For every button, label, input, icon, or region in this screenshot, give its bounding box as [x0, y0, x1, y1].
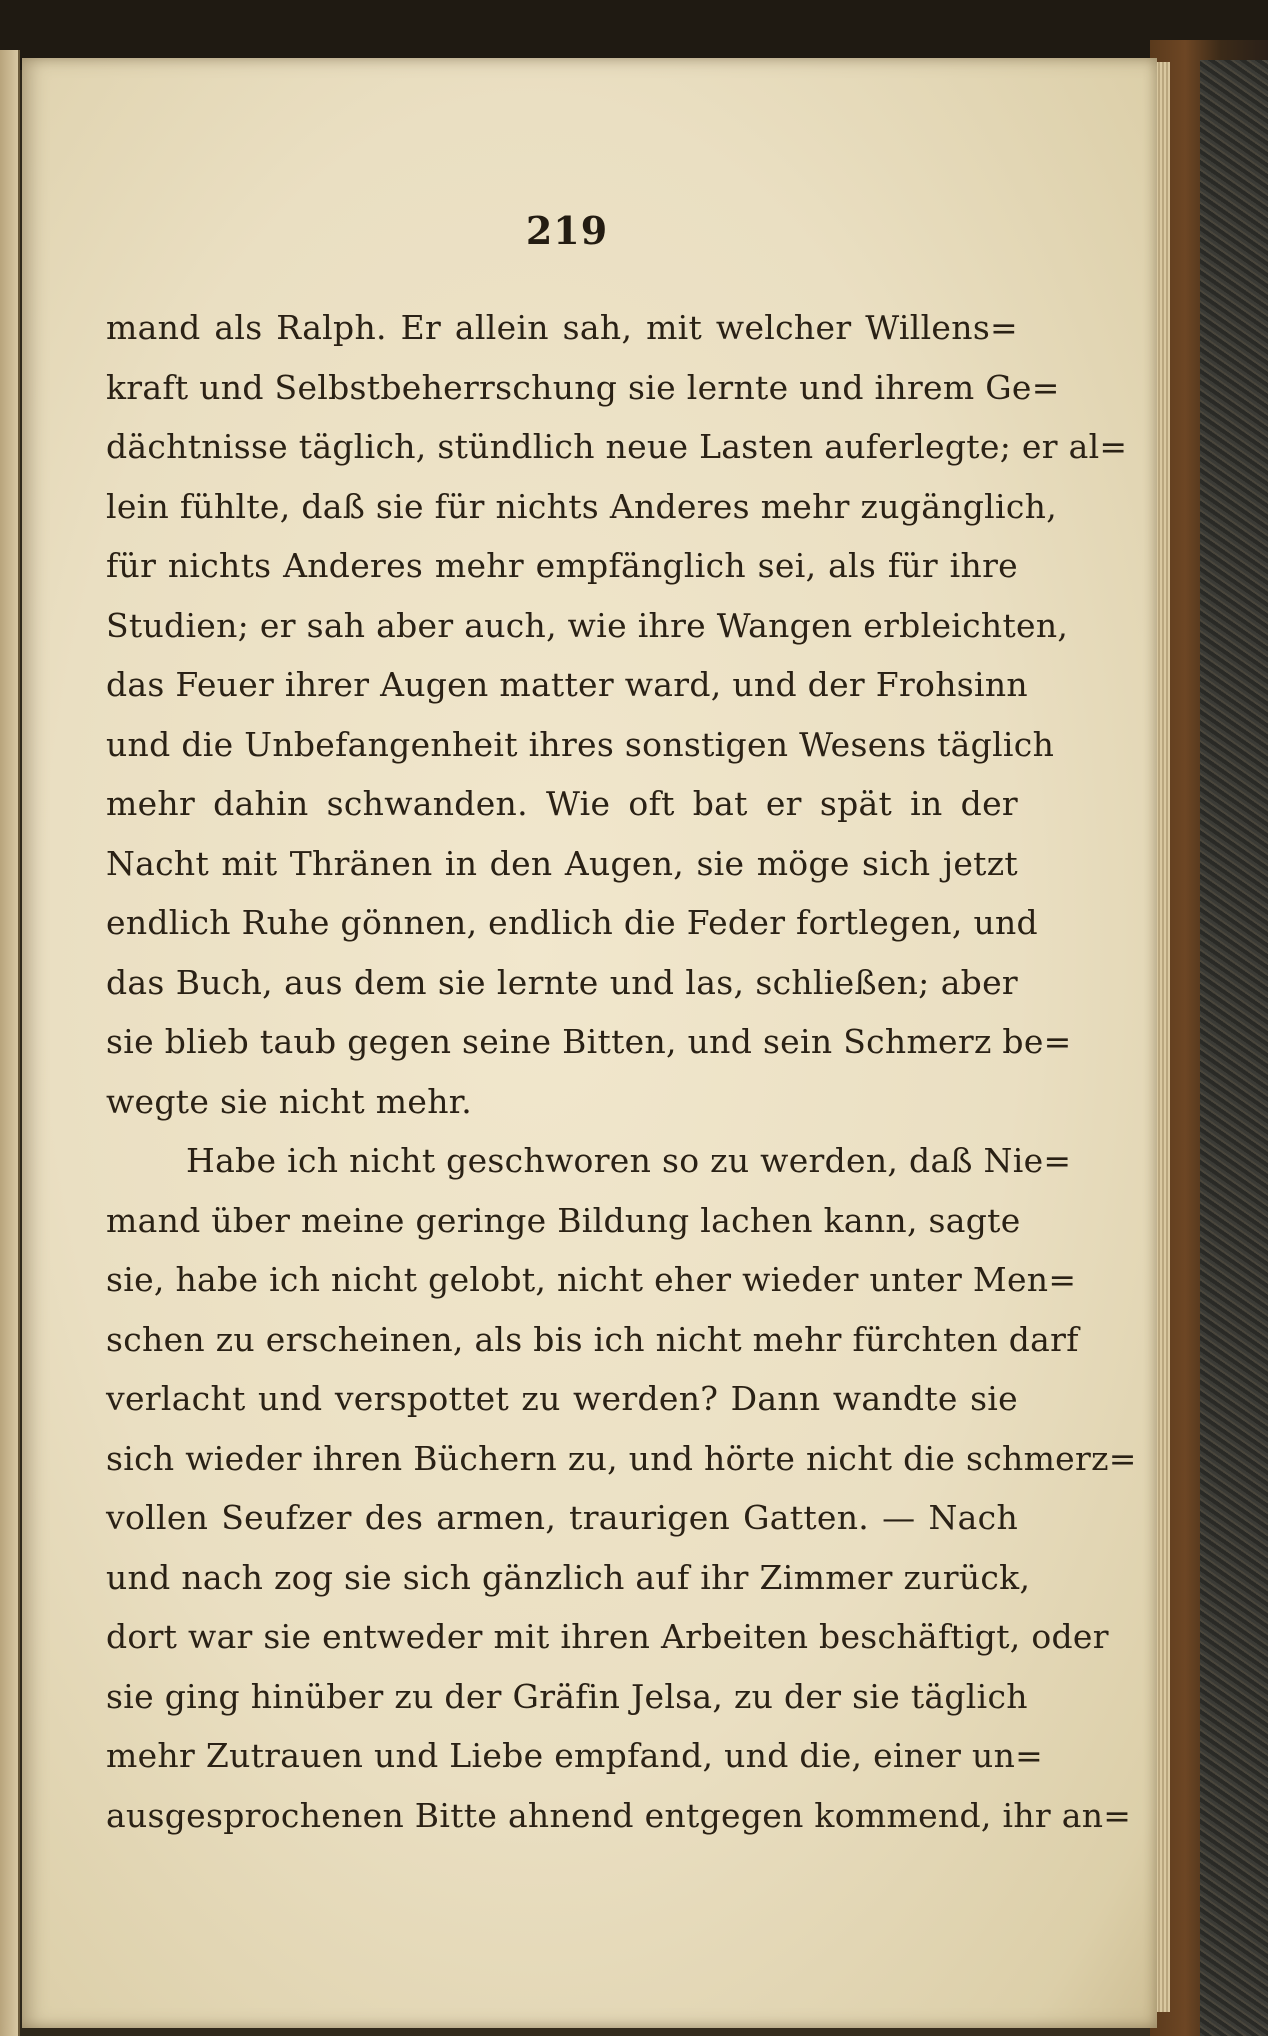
text-line: sie, habe ich nicht gelobt, nicht eher wieder unter Men=	[106, 1260, 1077, 1299]
text-line: kraft und Selbstbeherrschung sie lernte und ihrem Ge=	[106, 367, 1060, 407]
text-line: wegte sie nicht mehr.	[106, 1081, 472, 1121]
page-number: 219	[525, 208, 609, 253]
body-text	[106, 298, 1137, 1845]
text-line: mand als Ralph. Er allein sah, mit welcher Willens=	[106, 308, 1018, 347]
text-line: Nacht mit Thränen in den Augen, sie möge sich jetzt	[106, 843, 1018, 883]
book-cover-cloth	[1200, 60, 1268, 2036]
text-line: Habe ich nicht geschworen so zu werden, daß Nie=	[186, 1141, 1072, 1180]
text-line: endlich Ruhe gönnen, endlich die Feder fortlegen, und	[106, 903, 1038, 942]
text-line: sich wieder ihren Büchern zu, und hörte nicht die schmerz=	[106, 1438, 1137, 1478]
text-line: für nichts Anderes mehr empfänglich sei, als für ihre	[106, 546, 1018, 585]
text-line: mehr dahin schwanden. Wie oft bat er spät in der	[106, 784, 1018, 823]
text-line: vollen Seufzer des armen, traurigen Gatten. — Nach	[106, 1498, 1018, 1537]
text-line: schen zu erscheinen, als bis ich nicht mehr fürchten darf	[106, 1319, 1079, 1359]
text-line: dächtnisse täglich, stündlich neue Lasten auferlegte; er al=	[106, 427, 1128, 466]
left-page-edge	[0, 50, 20, 2036]
text-line: mand über meine geringe Bildung lachen kann, sagte	[106, 1200, 1021, 1240]
text-line: verlacht und verspottet zu werden? Dann wandte sie	[106, 1379, 1018, 1418]
text-line: sie ging hinüber zu der Gräfin Jelsa, zu der sie täglich	[106, 1676, 1028, 1716]
text-line: Studien; er sah aber auch, wie ihre Wangen erbleichten,	[106, 605, 1069, 645]
book-page	[22, 58, 1157, 2028]
text-line: und die Unbefangenheit ihres sonstigen Wesens täglich	[106, 724, 1055, 764]
text-line: und nach zog sie sich gänzlich auf ihr Zimmer zurück,	[106, 1557, 1031, 1597]
text-line: ausgesprochenen Bitte ahnend entgegen kommend, ihr an=	[106, 1795, 1132, 1835]
text-line: das Buch, aus dem sie lernte und las, schließen; aber	[106, 962, 1018, 1002]
text-line: mehr Zutrauen und Liebe empfand, und die, einer un=	[106, 1736, 1044, 1775]
text-line: das Feuer ihrer Augen matter ward, und der Frohsinn	[106, 665, 1028, 704]
text-line: dort war sie entweder mit ihren Arbeiten beschäftigt, oder	[106, 1617, 1109, 1656]
text-line: sie blieb taub gegen seine Bitten, und sein Schmerz be=	[106, 1022, 1072, 1061]
text-line: lein fühlte, daß sie für nichts Anderes mehr zugänglich,	[106, 486, 1057, 526]
